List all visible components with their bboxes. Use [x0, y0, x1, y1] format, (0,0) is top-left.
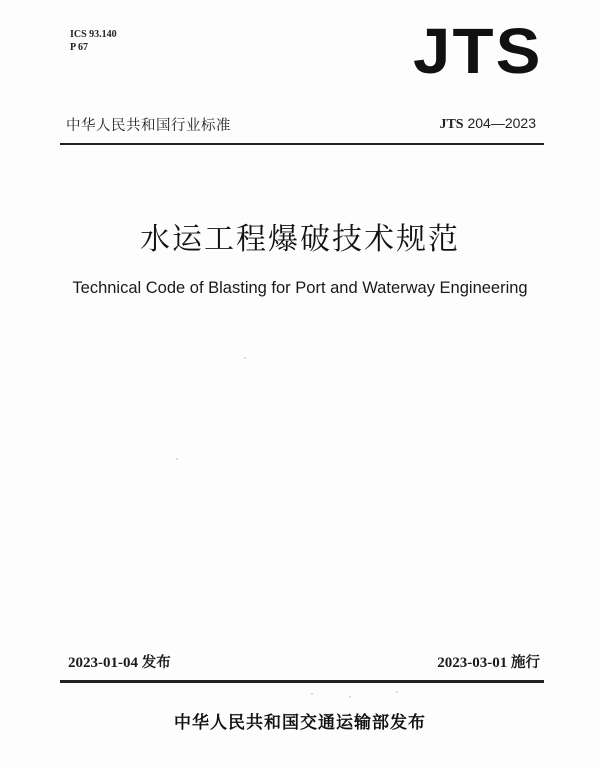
ics-code: ICS 93.140	[70, 29, 117, 40]
standard-code-prefix: JTS	[439, 117, 464, 132]
publisher: 中华人民共和国交通运输部发布	[174, 713, 426, 733]
effective-label: 施行	[511, 655, 540, 671]
classification-block	[70, 28, 117, 54]
scan-speck	[311, 693, 313, 695]
scan-speck	[244, 357, 246, 359]
ccs-code: P 67	[70, 42, 89, 53]
scan-speck	[396, 691, 398, 693]
issue-date-line	[68, 651, 171, 672]
issue-label: 发布	[141, 655, 171, 671]
standard-code-number: 204—2023	[467, 115, 536, 131]
title-chinese: 水运工程爆破技术规范	[140, 222, 460, 257]
effective-date-line	[437, 651, 540, 672]
footer-divider	[60, 680, 544, 683]
header-divider	[60, 143, 544, 145]
standard-code	[439, 115, 536, 133]
scan-speck	[176, 458, 178, 460]
scan-speck	[349, 696, 351, 698]
jts-logo: JTS	[413, 15, 543, 87]
title-english: Technical Code of Blasting for Port and Waterway Engineering	[72, 279, 528, 297]
issue-date: 2023-01-04	[68, 655, 138, 671]
effective-date: 2023-03-01	[437, 655, 508, 671]
standard-category: 中华人民共和国行业标准	[66, 118, 231, 134]
